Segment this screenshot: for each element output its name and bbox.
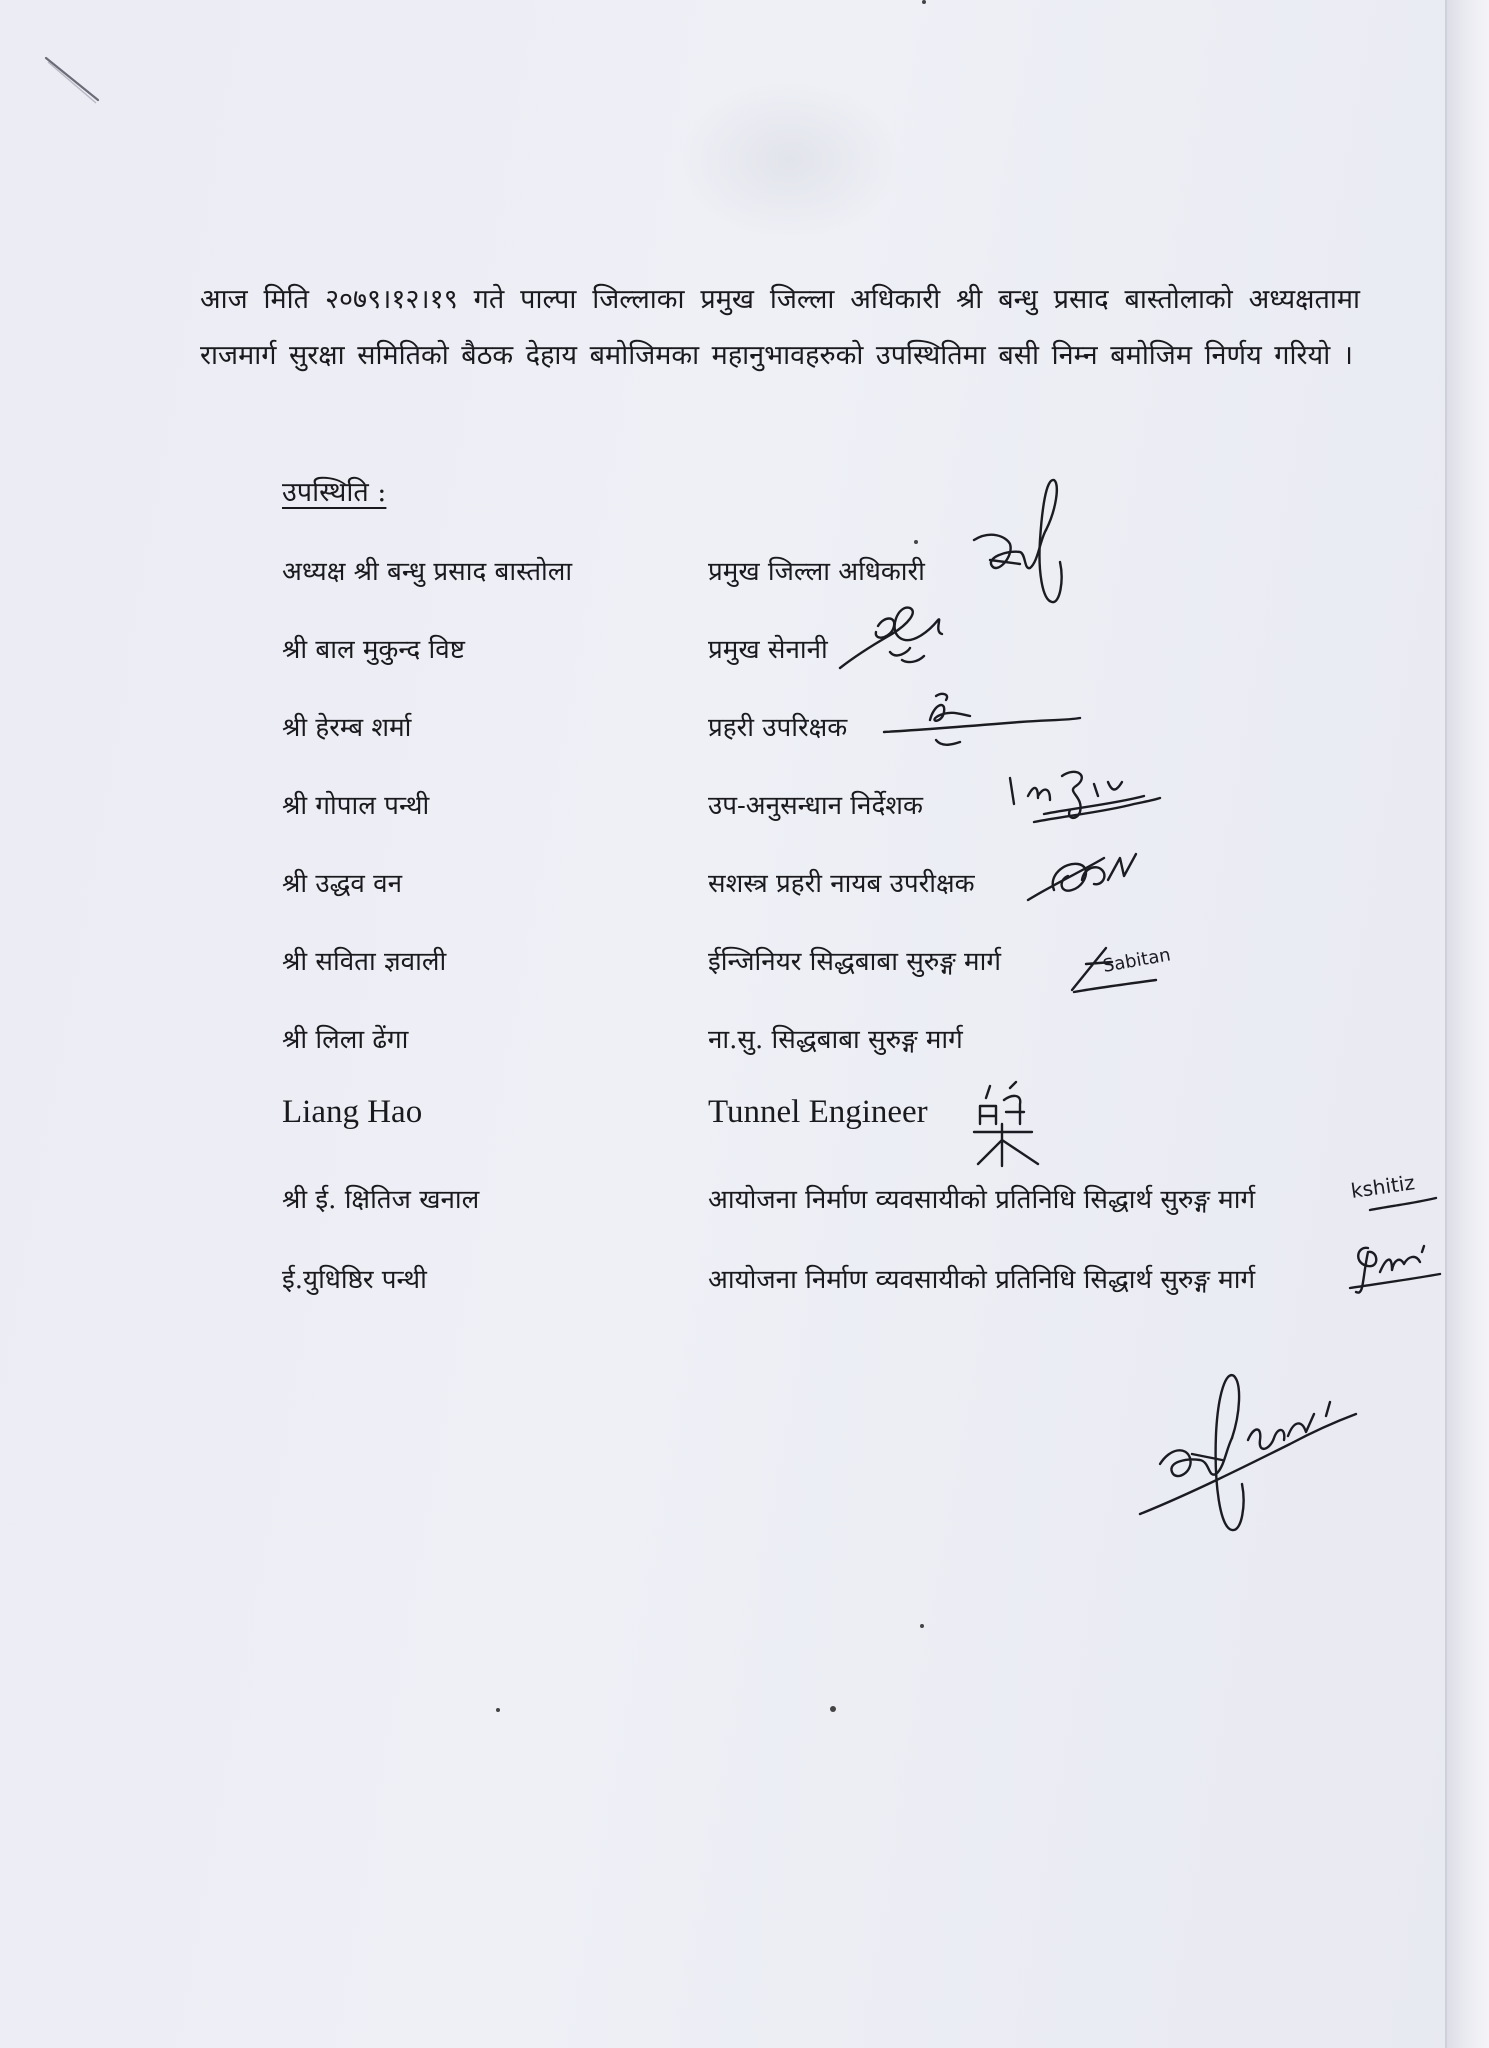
attendee-row	[282, 1094, 1462, 1154]
attendee-row	[282, 786, 1462, 846]
signature-mark	[1346, 1236, 1446, 1306]
attendee-name: श्री ई. क्षितिज खनाल	[282, 1185, 480, 1215]
attendee-name: श्री उद्धव वन	[282, 869, 403, 899]
attendee-row	[282, 1260, 1462, 1320]
page-speck	[496, 1708, 500, 1712]
intro-paragraph: आज मिति २०७९।१२।१९ गते पाल्पा जिल्लाका प्रमुख जिल्ला अधिकारी श्री बन्धु प्रसाद बास्तोलाको अध्यक्षतामा राजमार्ग सुरक्षा समितिको बैठक देहाय बमोजिमका महानुभावहरुको उपस्थितिमा बसी निम्न बमोजिम निर्णय गरियो ।	[200, 284, 1360, 371]
attendee-name: श्री सविता ज्ञवाली	[282, 947, 447, 977]
attendee-role: ईन्जिनियर सिद्धबाबा सुरुङ्ग मार्ग	[708, 947, 1001, 977]
signature-text: Sabitan	[1101, 944, 1173, 977]
attendee-name: ई.युधिष्ठिर पन्थी	[282, 1265, 427, 1295]
attendee-role: आयोजना निर्माण व्यवसायीको प्रतिनिधि सिद्धार्थ सुरुङ्ग मार्ग	[708, 1265, 1256, 1295]
signature-mark	[1066, 928, 1196, 998]
attendee-role: सशस्त्र प्रहरी नायब उपरीक्षक	[708, 869, 975, 899]
signature-mark	[1350, 1164, 1450, 1224]
staple-mark	[0, 0, 140, 140]
attendee-role: उप-अनुसन्धान निर्देशक	[708, 791, 923, 821]
attendee-row	[282, 1020, 1462, 1080]
page-speck	[830, 1706, 836, 1712]
signature-mark	[960, 470, 1070, 620]
page-speck	[922, 0, 926, 4]
attendee-name: श्री गोपाल पन्थी	[282, 791, 430, 821]
signature-mark	[838, 590, 958, 680]
attendee-role: प्रहरी उपरिक्षक	[708, 713, 848, 743]
chairperson-signature	[1130, 1354, 1360, 1544]
attendee-name: श्री बाल मुकुन्द विष्ट	[282, 635, 465, 665]
attendee-role: प्रमुख जिल्ला अधिकारी	[708, 557, 925, 587]
signature-mark	[1004, 756, 1164, 836]
signature-mark	[880, 690, 1080, 760]
attendee-row	[282, 864, 1462, 924]
signature-text: kshitiz	[1349, 1170, 1417, 1203]
attendee-name: श्री लिला ढेंगा	[282, 1025, 409, 1055]
attendee-row	[282, 1180, 1462, 1240]
attendee-name: श्री हेरम्ब शर्मा	[282, 713, 412, 743]
attendee-role: ना.सु. सिद्धबाबा सुरुङ्ग मार्ग	[708, 1025, 963, 1055]
page-speck	[920, 1624, 924, 1628]
attendee-role: आयोजना निर्माण व्यवसायीको प्रतिनिधि सिद्धार्थ सुरुङ्ग मार्ग	[708, 1185, 1256, 1215]
signature-mark	[1024, 840, 1174, 910]
attendee-role: Tunnel Engineer	[708, 1094, 928, 1130]
attendee-role: प्रमुख सेनानी	[708, 635, 828, 665]
page-speck	[914, 540, 918, 544]
attendee-row	[282, 708, 1462, 768]
attendance-heading: उपस्थिति :	[282, 477, 387, 508]
paper-smudge	[680, 80, 900, 240]
attendee-name: Liang Hao	[282, 1094, 423, 1130]
attendee-name: अध्यक्ष श्री बन्धु प्रसाद बास्तोला	[282, 557, 573, 587]
signature-mark	[966, 1080, 1076, 1170]
attendee-row	[282, 942, 1462, 1002]
